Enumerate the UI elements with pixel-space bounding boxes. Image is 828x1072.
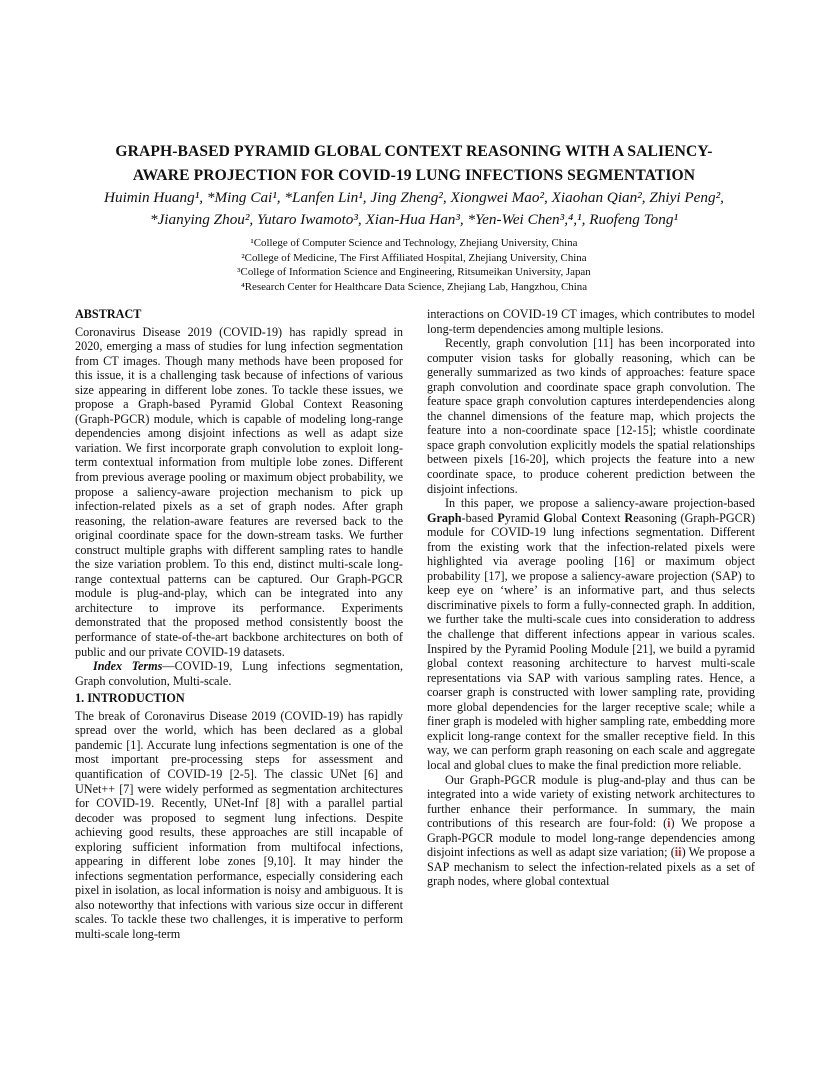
authors-line-1: Huimin Huang¹, *Ming Cai¹, *Lanfen Lin¹, Jing Zheng², Xiongwei Mao², Xiaohan Qian², Zhiyi Peng², xyxy=(104,189,724,206)
p4-mid: ) We propose a Graph-PGCR module to model long-range dependencies among disjoint infections as well as adapt size variation; ( xyxy=(427,816,755,860)
acronym-g: G xyxy=(543,510,553,525)
p3-rest: module for COVID-19 lung infections segmentation. Different from the existing work that the infection-related pixels were highlighted via average pooling [16] or maximum object probability [17], we propose a saliency-aware projection (SAP) to keep eye on ‘where’ is an informative part, and thus selects discriminative pixels to form a fully-connected graph. In addition, we further take the multi-scale cues into consideration to address the challenge that different infections appear in various scales. Inspired by the Pyramid Pooling Module [21], we build a pyramid global context reasoning architecture to harvest multi-scale representations via SAP with various sampling rates. Hence, a coarser graph is constructed with lower sampling rate, providing more global dependencies for the larger receptive scale; while a finer graph is modeled with higher sampling rate, embedding more explicit long-range context for the smaller receptive field. In this way, we can perform graph reasoning on each scale and aggregate local and global clues to make the final prediction more reliable. xyxy=(427,525,755,772)
right-column xyxy=(427,307,755,889)
contribution-i-marker: i xyxy=(667,816,671,831)
acronym-c: C xyxy=(581,510,590,525)
acronym-part: yramid xyxy=(504,510,544,525)
intro-paragraph-1: The break of Coronavirus Disease 2019 (COVID-19) has rapidly spread over the world, which has been declared as a global pandemic [1]. Accurate lung infections segmentation is one of the most important pre-processing steps for assessment and quantification of COVID-19 [2-5]. The classic UNet [6] and UNet++ [7] were widely performed as segmentation architectures for COVID-19. Recently, UNet-Inf [8] with a parallel partial decoder was proposed to segment lung infections. Despite achieving good results, these approaches are still incapable of exploring sufficient information from multifocal infections, appearing in different lobe zones [9,10]. It may hinder the infections segmentation performance, especially considering each pixel in isolation, as local information is noisy and ambiguous. It is also noteworthy that infections with various size occur in different scales. To tackle these two challenges, it is imperative to perform multi-scale long-term xyxy=(75,708,404,941)
index-terms-text: —COVID-19, Lung infections segmentation, Graph convolution, Multi-scale. xyxy=(75,659,403,688)
affiliation-3: ³College of Information Science and Engineering, Ritsumeikan University, Japan xyxy=(237,266,591,279)
abstract-text: Coronavirus Disease 2019 (COVID-19) has rapidly spread in 2020, emerging a mass of studies for lung infection segmentation from CT images. Though many methods have been proposed for this issue, it is a challenging task because of infections of various size appearing in different lobe zones. To tackle these issues, we propose a Graph-based Pyramid Global Context Reasoning (Graph-PGCR) module, which is capable of modeling long-range dependencies among disjoint infections as well as adapt size variation. We first incorporate graph convolution to exploit long-term contextual information from multiple lobe zones. Different from previous average pooling or maximum object probability, we propose a saliency-aware projection mechanism to pick up infection-related pixels as a set of graph nodes. After graph reasoning, the relation-aware features are reversed back to the original coordinate space for the down-stream tasks. We further construct multiple graphs with different sampling rates to handle the size variation problem. To this end, distinct multi-scale long-range contextual patterns can be captured. Our Graph-PGCR module is plug-and-play, which can be integrated into any architecture to improve its performance. Experiments demonstrated that the proposed method consistently boost the performance of state-of-the-art backbone architectures on both of public and our private COVID-19 datasets. xyxy=(75,324,403,659)
introduction-heading: 1. INTRODUCTION xyxy=(75,691,185,706)
acronym-part: lobal xyxy=(552,510,582,525)
acronym-part: ontext xyxy=(589,510,625,525)
intro-paragraph-3 xyxy=(427,496,755,772)
index-terms-label: Index Terms xyxy=(93,659,163,674)
index-terms xyxy=(75,659,403,688)
title-line-1: GRAPH-BASED PYRAMID GLOBAL CONTEXT REASONING WITH A SALIENCY- xyxy=(115,143,713,160)
paper-title xyxy=(60,140,768,188)
p3-start: In this paper, we propose a saliency-aware projection-based xyxy=(445,496,755,511)
author-list xyxy=(40,187,788,230)
affiliation-2: ²College of Medicine, The First Affiliated Hospital, Zhejiang University, China xyxy=(241,251,587,264)
contribution-ii-marker: ii xyxy=(674,845,682,860)
intro-paragraph-4 xyxy=(427,773,755,889)
affiliation-4: ⁴Research Center for Healthcare Data Science, Zhejiang Lab, Hangzhou, China xyxy=(240,280,588,293)
abstract-heading: ABSTRACT xyxy=(75,307,142,321)
affiliation-1: ¹College of Computer Science and Technology, Zhejiang University, China xyxy=(250,237,578,249)
intro-paragraph-continued: interactions on COVID-19 CT images, which contributes to model long-term dependencies among multiple lesions. xyxy=(427,307,755,336)
acronym-p: P xyxy=(497,510,505,525)
acronym-part: easoning (Graph-PGCR) xyxy=(633,510,756,525)
p4-start: Our Graph-PGCR module is plug-and-play and thus can be integrated into a wide variety of existing network architectures to further enhance their performance. In summary, the main contributions of this research are four-fold: ( xyxy=(427,772,755,831)
intro-paragraph-2: Recently, graph convolution [11] has been incorporated into computer vision tasks for globally reasoning, which can be generally summarized as two kinds of approaches: feature space graph convolution and coordinate space graph convolution. The feature space graph convolution captures interdependencies along the channel dimensions of the feature map, which projects the feature into a non-coordinate space [12-15]; whistle coordinate space graph convolution explicitly models the spatial relationships between pixels [16-20], which projects the feature into a new coordinate space, to produce coherent prediction between the disjoint infections. xyxy=(427,336,755,496)
acronym-part: -based xyxy=(461,510,498,525)
affiliations xyxy=(80,236,748,294)
p4-end: ) We propose a SAP mechanism to select the infection-related pixels as a set of graph nodes, where global contextual xyxy=(427,845,755,889)
left-column xyxy=(75,307,403,942)
acronym-r: R xyxy=(624,510,634,525)
authors-line-2: *Jianying Zhou², Yutaro Iwamoto³, Xian-Hua Han³, *Yen-Wei Chen³,⁴,¹, Ruofeng Tong¹ xyxy=(149,210,679,228)
title-line-2: AWARE PROJECTION FOR COVID-19 LUNG INFECTIONS SEGMENTATION xyxy=(132,167,696,184)
acronym-graph: Graph xyxy=(427,510,462,525)
